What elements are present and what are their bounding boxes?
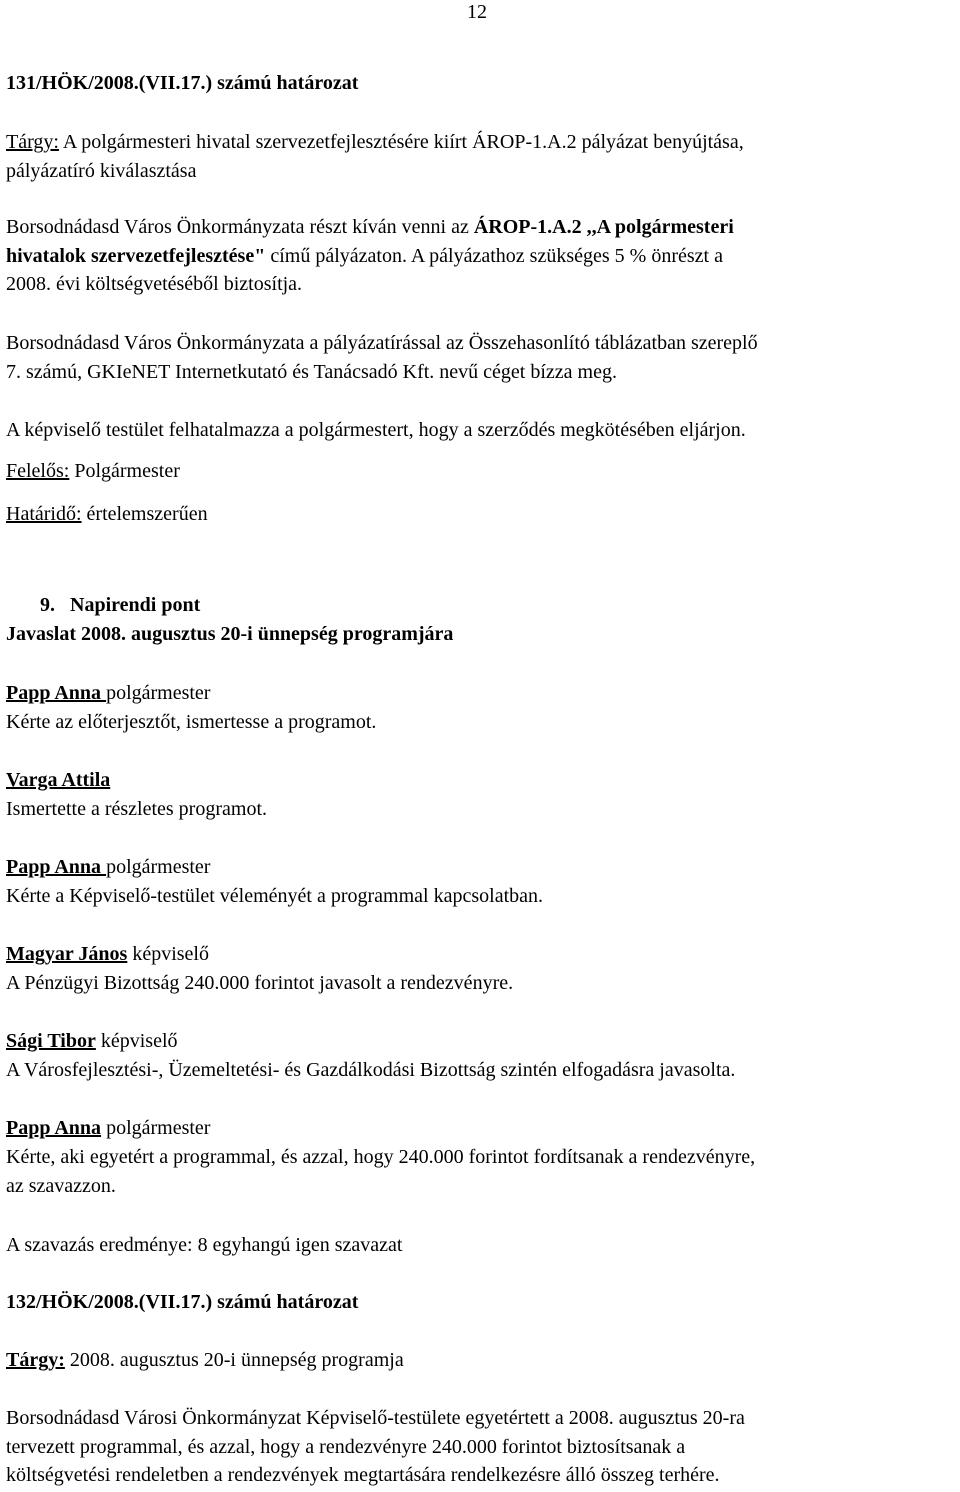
resolution-1-p2-line2: 7. számú, GKIeNET Internetkutató és Tanácsadó Kft. nevű céget bízza meg.	[6, 361, 617, 383]
resolution-2-subject	[6, 1348, 404, 1372]
resolution-1-p2-line1: Borsodnádasd Város Önkormányzata a pályázatírással az Összehasonlító táblázatban szereplő	[6, 332, 758, 354]
speaker-1	[6, 681, 210, 705]
responsible-label: Felelős:	[6, 460, 70, 482]
resolution-1-subject-line1	[6, 130, 954, 154]
deadline-value: értelemszerűen	[81, 503, 208, 525]
page-number: 12	[467, 1, 487, 23]
resolution-2-line1: Borsodnádasd Városi Önkormányzat Képviselő-testülete egyetértett a 2008. augusztus 20-ra	[6, 1407, 745, 1429]
responsible-value: Polgármester	[69, 460, 180, 482]
speaker-name: Papp Anna	[6, 856, 107, 878]
speaker-name: Sági Tibor	[6, 1030, 96, 1052]
speaker-6	[6, 1116, 210, 1140]
resolution-1-p1-line1	[6, 215, 954, 239]
p1-line2-text: című pályázaton. A pályázathoz szükséges 5 % önrészt a	[270, 245, 723, 267]
responsible	[6, 459, 180, 483]
speaker-name: Papp Anna	[6, 682, 107, 704]
resolution-1-p1-line2	[6, 244, 954, 268]
speaker-role: polgármester	[106, 682, 211, 704]
p1-line1-bold: ÁROP-1.A.2 ,,A polgármesteri	[473, 216, 734, 238]
subject-label: Tárgy:	[6, 131, 59, 153]
resolution-2-title: 132/HÖK/2008.(VII.17.) számú határozat	[6, 1291, 359, 1313]
speaker-name: Magyar János	[6, 943, 128, 965]
speaker-4-text: A Pénzügyi Bizottság 240.000 forintot javasolt a rendezvényre.	[6, 972, 514, 994]
speaker-3-text: Kérte a Képviselő-testület véleményét a programmal kapcsolatban.	[6, 885, 544, 907]
speaker-6-text-2: az szavazzon.	[6, 1175, 116, 1197]
speaker-4	[6, 942, 209, 966]
speaker-name: Papp Anna	[6, 1117, 102, 1139]
vote-result: A szavazás eredménye: 8 egyhangú igen szavazat	[6, 1234, 403, 1256]
subject-label: Tárgy:	[6, 1349, 65, 1371]
speaker-6-text: Kérte, aki egyetért a programmal, és azzal, hogy 240.000 forintot fordítsanak a rendezvényre,	[6, 1146, 756, 1168]
resolution-1-p1-line3: 2008. évi költségvetéséből biztosítja.	[6, 273, 303, 295]
deadline-label: Határidő:	[6, 503, 82, 525]
agenda-title: Javaslat 2008. augusztus 20-i ünnepség programjára	[6, 623, 454, 645]
speaker-name: Varga Attila	[6, 769, 111, 791]
resolution-2-line3: költségvetési rendeletben a rendezvények megtartására rendelkezésre álló összeg terhére.	[6, 1464, 720, 1486]
subject-text: 2008. augusztus 20-i ünnepség programja	[64, 1349, 404, 1371]
speaker-1-text: Kérte az előterjesztőt, ismertesse a programot.	[6, 711, 377, 733]
resolution-1-title: 131/HÖK/2008.(VII.17.) számú határozat	[6, 72, 359, 94]
resolution-1-subject-line2: pályázatíró kiválasztása	[6, 160, 197, 182]
speaker-role: képviselő	[127, 943, 209, 965]
speaker-2	[6, 768, 110, 792]
resolution-1-p3: A képviselő testület felhatalmazza a polgármestert, hogy a szerződés megkötésében eljárjon.	[6, 419, 746, 441]
speaker-5	[6, 1029, 178, 1053]
speaker-3	[6, 855, 210, 879]
speaker-role: polgármester	[106, 856, 211, 878]
p1-line2-bold: hivatalok szervezetfejlesztése"	[6, 245, 266, 267]
resolution-2-line2: tervezett programmal, és azzal, hogy a rendezvényre 240.000 forintot biztosítsanak a	[6, 1436, 686, 1458]
speaker-5-text: A Városfejlesztési-, Üzemeltetési- és Gazdálkodási Bizottság szintén elfogadásra javasolta.	[6, 1059, 736, 1081]
speaker-role: polgármester	[101, 1117, 211, 1139]
speaker-role: képviselő	[95, 1030, 178, 1052]
subject-text: A polgármesteri hivatal szervezetfejlesztésére kiírt ÁROP-1.A.2 pályázat benyújtása,	[62, 131, 744, 153]
agenda-item: 9. Napirendi pont	[40, 594, 201, 616]
p1-line1-text: Borsodnádasd Város Önkormányzata részt kíván venni az	[6, 216, 469, 238]
deadline	[6, 502, 208, 526]
speaker-2-text: Ismertette a részletes programot.	[6, 798, 267, 820]
